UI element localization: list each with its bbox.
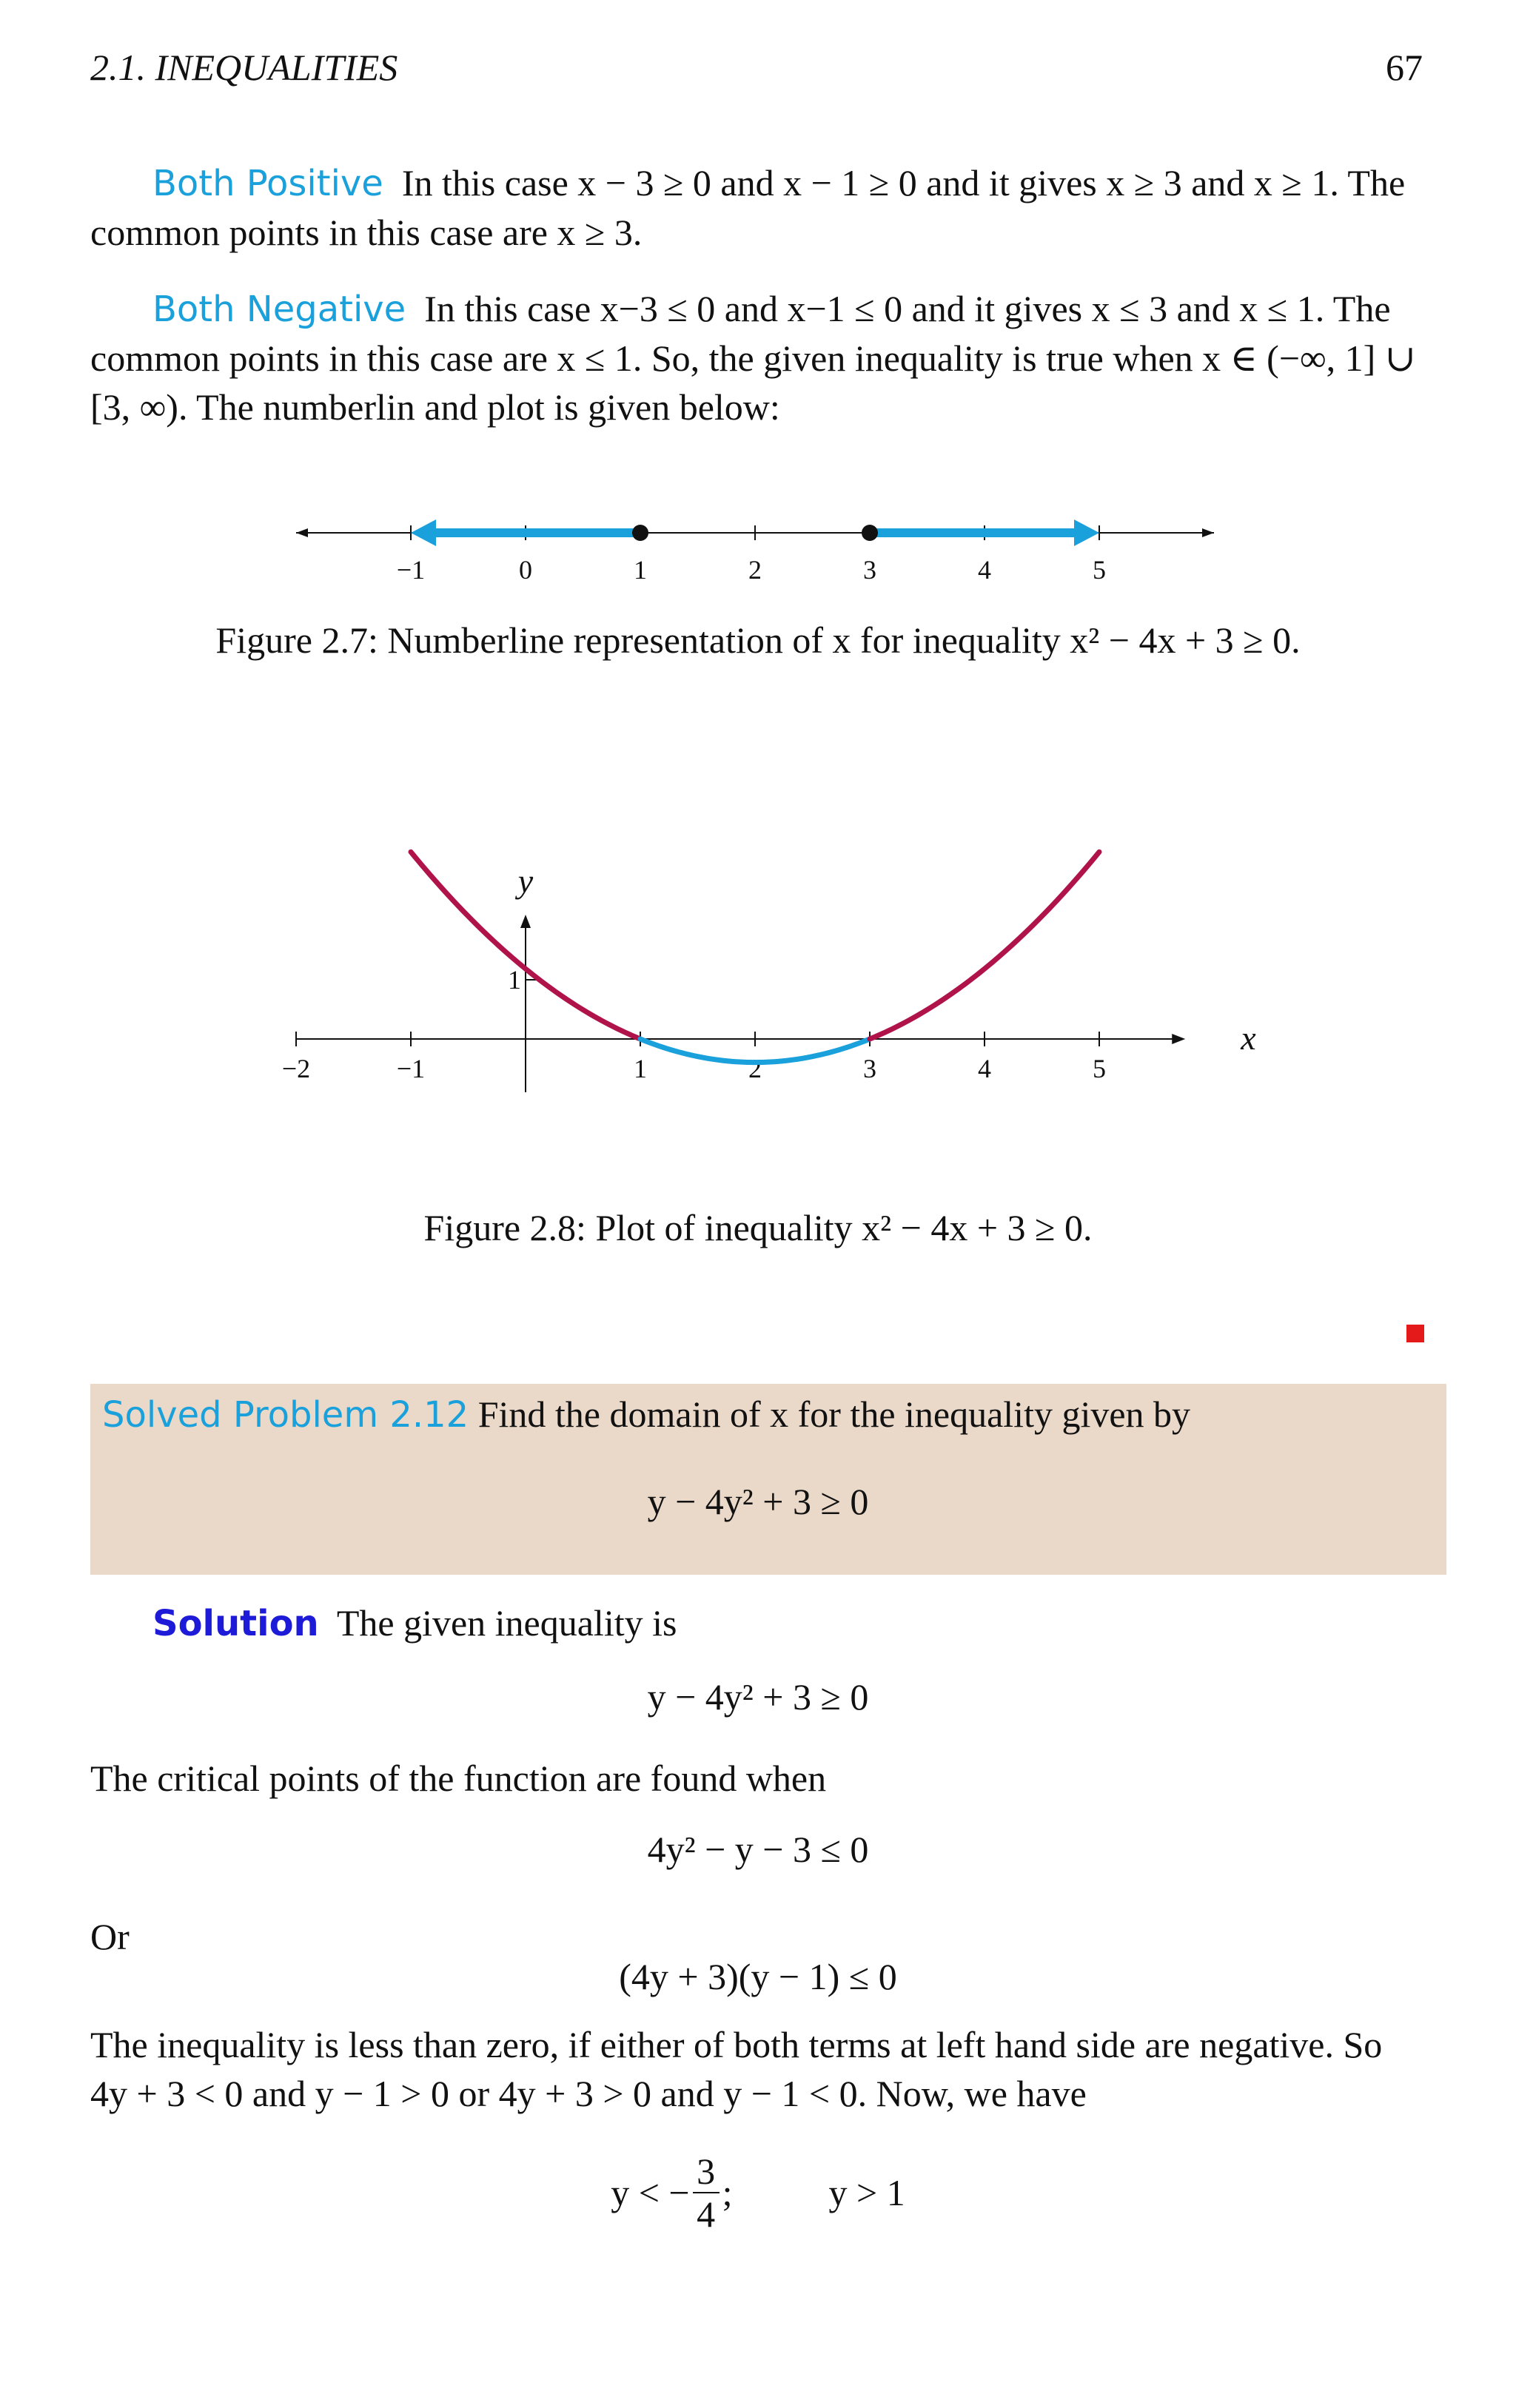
solution-line-2: The critical points of the function are found when (90, 1758, 827, 1799)
y-axis-label: y (517, 862, 534, 900)
x-tick-label: 3 (863, 1054, 876, 1083)
x-tick-label: 4 (978, 1054, 991, 1083)
solution-equation-2: 4y² − y − 3 ≤ 0 (647, 1829, 869, 1870)
eq4-left: y < − (611, 2172, 690, 2213)
numberline-point (632, 525, 648, 541)
problem-text: Find the domain of x for the inequality given by (477, 1393, 1191, 1435)
keyword-both-negative: Both Negative (152, 289, 406, 330)
numberline-tick-label: −1 (396, 555, 426, 585)
numberline-interval-arrowhead (411, 519, 436, 546)
solution-equation-3: (4y + 3)(y − 1) ≤ 0 (619, 1956, 897, 1997)
solution-intro (90, 1598, 1423, 1648)
x-tick-label: 5 (1093, 1054, 1106, 1083)
x-tick-label: −2 (281, 1054, 311, 1083)
paragraph-both-negative (90, 284, 1423, 431)
numberline-tick-label: 4 (978, 555, 991, 585)
paragraph-both-positive (90, 158, 1423, 257)
y-tick-label: 1 (508, 965, 521, 995)
fraction-numerator: 3 (697, 2150, 716, 2192)
fraction-denominator: 4 (697, 2193, 716, 2235)
x-axis-label: x (1241, 1019, 1256, 1057)
solution-label: Solution (152, 1603, 319, 1644)
solution-equation-1: y − 4y² + 3 ≥ 0 (647, 1676, 869, 1718)
fraction (693, 2150, 720, 2235)
eq4-right: y > 1 (828, 2172, 905, 2213)
parabola-chart (0, 747, 1516, 1147)
eq4-separator: ; (722, 2172, 733, 2213)
problem-equation: y − 4y² + 3 ≥ 0 (647, 1481, 869, 1522)
numberline-left-arrowhead (296, 528, 308, 537)
solution-intro-text: The given inequality is (336, 1602, 677, 1644)
problem-label: Solved Problem 2.12 (102, 1394, 469, 1436)
numberline-tick-label: 5 (1093, 555, 1106, 585)
curve-series (870, 852, 1099, 1039)
paragraph-text: In this case x−3 ≤ 0 and x−1 ≤ 0 and it gives x ≤ 3 and x ≤ 1. The common points in this case are x ≤ 1. So, the given inequality is true when x ∈ (−∞, 1] ∪ [3, ∞). The numberlin and plot is given below: (90, 288, 1416, 428)
problem-statement (102, 1390, 1435, 1439)
numberline-figure (0, 503, 1516, 592)
numberline-tick-label: 1 (634, 555, 647, 585)
x-tick-label: −1 (396, 1054, 426, 1083)
solution-paragraph: The inequality is less than zero, if either of both terms at left hand side are negative. So 4y + 3 < 0 and y − 1 > 0 or 4y + 3 > 0 and y − 1 < 0. Now, we have (90, 2024, 1383, 2114)
keyword-both-positive: Both Positive (152, 163, 383, 204)
solution-or: Or (90, 1916, 130, 1957)
end-of-proof-marker (1406, 1325, 1424, 1342)
numberline-point (862, 525, 878, 541)
numberline-right-arrowhead (1202, 528, 1214, 537)
y-axis-arrowhead (520, 915, 531, 928)
numberline-tick-label: 0 (519, 555, 532, 585)
numberline-tick-label: 3 (863, 555, 876, 585)
paragraph-text: In this case x − 3 ≥ 0 and x − 1 ≥ 0 and it gives x ≥ 3 and x ≥ 1. The common points in this case are x ≥ 3. (90, 162, 1406, 253)
running-header-section: 2.1. INEQUALITIES (90, 47, 398, 88)
x-axis-arrowhead (1172, 1034, 1185, 1044)
page-number: 67 (1386, 47, 1423, 88)
x-tick-label: 2 (748, 1054, 762, 1083)
solution-equation-4 (0, 2150, 1516, 2235)
figure-2-7-caption: Figure 2.7: Numberline representation of x for inequality x² − 4x + 3 ≥ 0. (215, 619, 1301, 661)
figure-2-8-caption: Figure 2.8: Plot of inequality x² − 4x + 3 ≥ 0. (423, 1207, 1093, 1248)
numberline-interval-arrowhead (1074, 519, 1099, 546)
numberline-tick-label: 2 (748, 555, 762, 585)
x-tick-label: 1 (634, 1054, 647, 1083)
